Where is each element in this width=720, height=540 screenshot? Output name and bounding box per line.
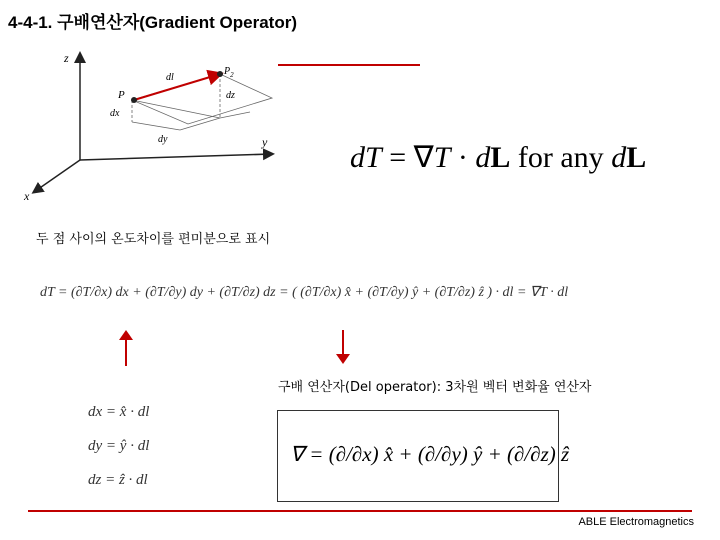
title-accent-line [278, 64, 420, 66]
slide-title: 4-4-1. 구배연산자(Gradient Operator) [8, 13, 297, 32]
gradient-definition-equation [350, 140, 646, 175]
arrow-down [335, 330, 351, 364]
eq-T: T [433, 141, 451, 174]
eq-d2: d [611, 141, 627, 174]
y-axis-label: y [262, 135, 268, 149]
point-p-label: P [118, 89, 125, 101]
point-p2-subscript: 2 [230, 71, 234, 79]
component-equation-dy: dy = ŷ · dl [88, 438, 150, 454]
dz-label: dz [226, 90, 235, 101]
arrow-up [118, 330, 134, 366]
del-operator-equation: ∇ = (∂/∂x) x̂ + (∂/∂y) ŷ + (∂/∂z) ẑ [290, 442, 570, 466]
caption-partial-derivative: 두 점 사이의 온도차이를 편미분으로 표시 [36, 232, 271, 247]
x-axis-label: x [24, 189, 30, 203]
displacement-diagram [20, 40, 280, 205]
y-axis [80, 154, 272, 160]
footer-accent-line [28, 510, 692, 512]
point-p2 [217, 71, 223, 77]
caption-del-operator: 구배 연산자(Del operator): 3차원 벡터 변화율 연산자 [278, 380, 592, 395]
eq-equals-nabla: = ∇ [381, 141, 434, 174]
component-equation-dx: dx = x̂ · dl [88, 404, 150, 420]
dx-label: dx [110, 108, 120, 119]
svg-text:P2 [223, 66, 234, 79]
eq-d: d [475, 141, 491, 174]
point-p [131, 97, 137, 103]
z-axis-label: z [64, 51, 69, 65]
point-p2-label: P [224, 66, 231, 77]
eq-dot: · [450, 141, 476, 174]
eq-dT: dT [350, 141, 382, 174]
x-axis [34, 160, 80, 192]
eq-for-any: for any [510, 141, 612, 174]
expansion-equation: dT = (∂T/∂x) dx + (∂T/∂y) dy + (∂T/∂z) dz = ( (∂T/∂x) x̂ + (∂T/∂y) ŷ + (∂T/∂z) ẑ ) · dl = ∇T · dl [40, 285, 569, 300]
dz-plane [132, 74, 272, 124]
eq-L: L [490, 141, 511, 174]
dl-label: dl [166, 72, 174, 83]
footer-credit: ABLE Electromagnetics [578, 516, 694, 528]
component-equation-dz: dz = ẑ · dl [88, 472, 148, 488]
dy-label: dy [158, 134, 168, 145]
dl-vector [134, 74, 220, 100]
eq-L2: L [626, 141, 647, 174]
